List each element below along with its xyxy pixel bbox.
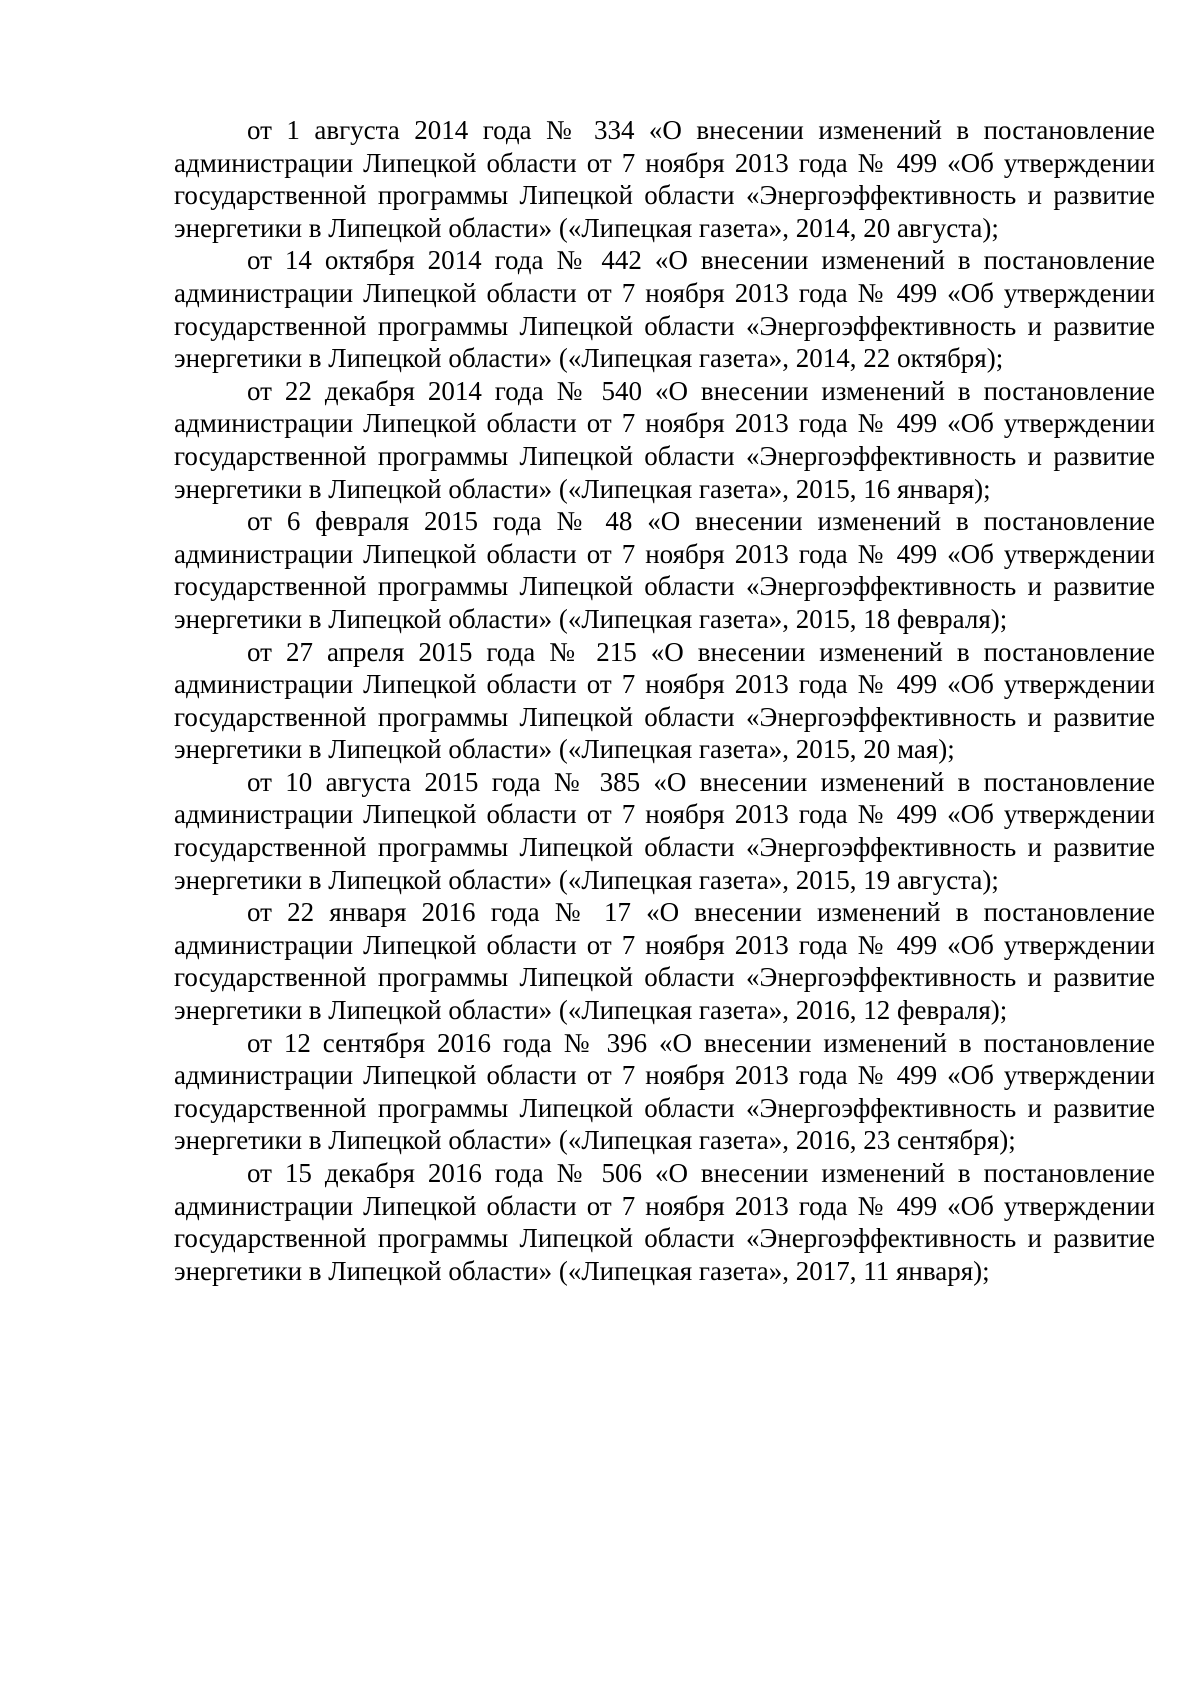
- list-item: от 15 декабря 2016 года № 506 «О внесении изменений в постановление администрации Липецкой области от 7 ноября 2013 года № 499 «Об утверждении государственной программы Липецкой области «Энергоэффективность и развитие энергетики в Липецкой области» («Липецкая газета», 2017, 11 января);: [174, 1158, 1155, 1286]
- list-item: от 6 февраля 2015 года № 48 «О внесении изменений в постановление администрации Липецкой области от 7 ноября 2013 года № 499 «Об утверждении государственной программы Липецкой области «Энергоэффективность и развитие энергетики в Липецкой области» («Липецкая газета», 2015, 18 февраля);: [174, 506, 1155, 634]
- list-item: от 10 августа 2015 года № 385 «О внесении изменений в постановление администрации Липецкой области от 7 ноября 2013 года № 499 «Об утверждении государственной программы Липецкой области «Энергоэффективность и развитие энергетики в Липецкой области» («Липецкая газета», 2015, 19 августа);: [174, 766, 1155, 895]
- list-item: от 22 января 2016 года № 17 «О внесении изменений в постановление администрации Липецкой области от 7 ноября 2013 года № 499 «Об утверждении государственной программы Липецкой области «Энергоэффективность и развитие энергетики в Липецкой области» («Липецкая газета», 2016, 12 февраля);: [174, 897, 1155, 1026]
- list-item: от 27 апреля 2015 года № 215 «О внесении изменений в постановление администрации Липецкой области от 7 ноября 2013 года № 499 «Об утверждении государственной программы Липецкой области «Энергоэффективность и развитие энергетики в Липецкой области» («Липецкая газета», 2015, 20 мая);: [174, 636, 1155, 765]
- list-item: от 22 декабря 2014 года № 540 «О внесении изменений в постановление администрации Липецкой области от 7 ноября 2013 года № 499 «Об утверждении государственной программы Липецкой области «Энергоэффективность и развитие энергетики в Липецкой области» («Липецкая газета», 2015, 16 января);: [174, 375, 1155, 504]
- list-item: от 14 октября 2014 года № 442 «О внесении изменений в постановление администрации Липецкой области от 7 ноября 2013 года № 499 «Об утверждении государственной программы Липецкой области «Энергоэффективность и развитие энергетики в Липецкой области» («Липецкая газета», 2014, 22 октября);: [174, 245, 1155, 374]
- list-item: от 12 сентября 2016 года № 396 «О внесении изменений в постановление администрации Липецкой области от 7 ноября 2013 года № 499 «Об утверждении государственной программы Липецкой области «Энергоэффективность и развитие энергетики в Липецкой области» («Липецкая газета», 2016, 23 сентября);: [174, 1027, 1155, 1156]
- document-body: [174, 114, 1155, 1287]
- list-item: от 1 августа 2014 года № 334 «О внесении изменений в постановление администрации Липецкой области от 7 ноября 2013 года № 499 «Об утверждении государственной программы Липецкой области «Энергоэффективность и развитие энергетики в Липецкой области» («Липецкая газета», 2014, 20 августа);: [174, 115, 1155, 243]
